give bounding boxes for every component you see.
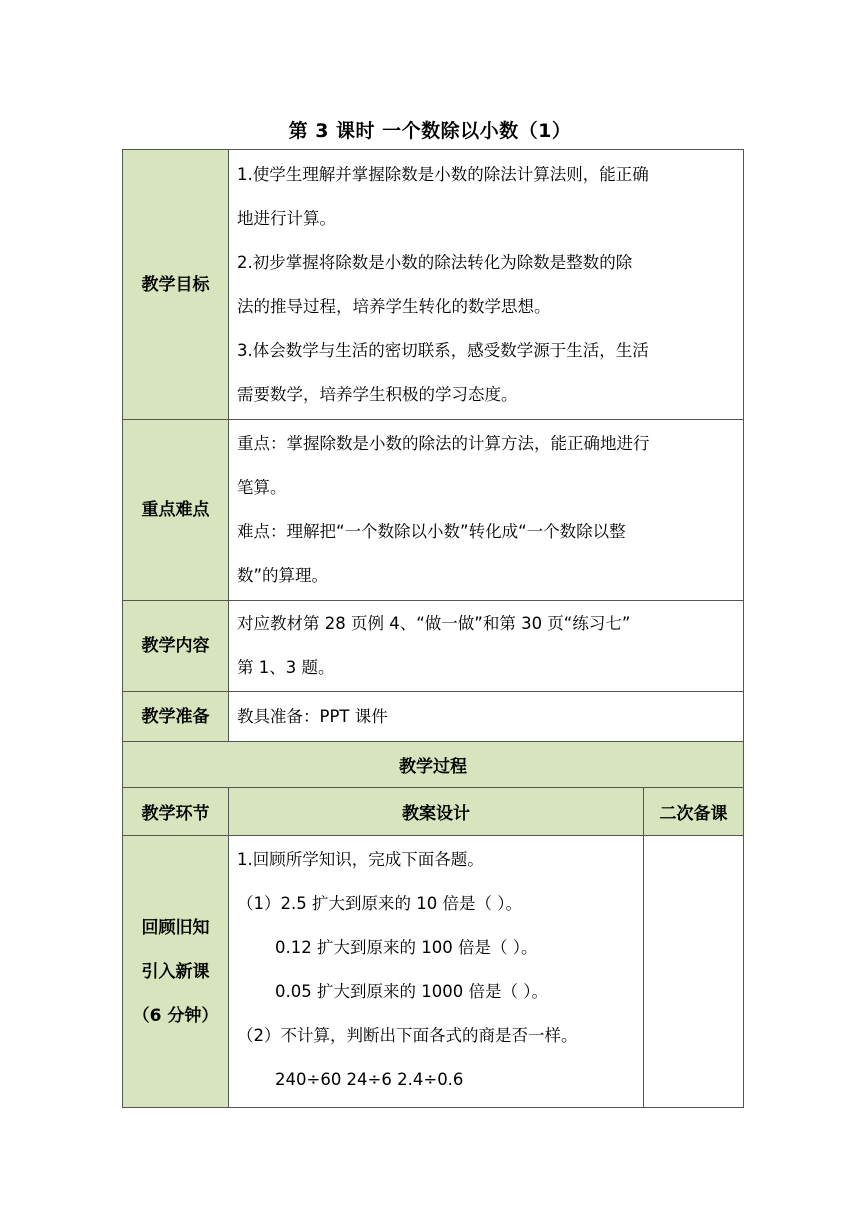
stage1-row <box>123 836 744 1108</box>
goals-line: 需要数学，培养学生积极的学习态度。 <box>237 384 518 404</box>
key-points-line: 难点：理解把“一个数除以小数”转化成“一个数除以整 <box>237 522 626 541</box>
stage1-label: 回顾旧知 引入新课 （6 分钟） <box>123 836 229 1108</box>
preparation-label: 教学准备 <box>123 692 229 742</box>
content-row <box>123 601 744 692</box>
content-line: 对应教材第 28 页例 4、“做一做”和第 30 页“练习七” <box>237 614 631 633</box>
preparation-content: 教具准备：PPT 课件 <box>229 692 744 742</box>
page-title: 第 3 课时 一个数除以小数（1） <box>288 120 572 142</box>
column-notes: 二次备课 <box>644 788 744 836</box>
stage1-line: 0.12 扩大到原来的 100 倍是（ ）。 <box>275 938 538 957</box>
stage1-notes <box>644 836 744 1108</box>
key-points-line: 笔算。 <box>237 478 287 497</box>
goals-row <box>123 150 744 420</box>
stage1-line: 240÷60 24÷6 2.4÷0.6 <box>275 1070 464 1089</box>
goals-line: 3.体会数学与生活的密切联系，感受数学源于生活，生活 <box>237 340 649 360</box>
goals-line: 2.初步掌握将除数是小数的除法转化为除数是整数的除 <box>237 252 633 272</box>
stage1-line: 1.回顾所学知识，完成下面各题。 <box>237 850 484 869</box>
content-content <box>229 601 744 692</box>
goals-line: 地进行计算。 <box>237 208 336 228</box>
goals-label: 教学目标 <box>123 150 229 420</box>
column-stage: 教学环节 <box>123 788 229 836</box>
content-line: 第 1、3 题。 <box>237 658 335 677</box>
key-points-row <box>123 420 744 601</box>
key-points-line: 重点：掌握除数是小数的除法的计算方法，能正确地进行 <box>237 434 650 453</box>
lesson-plan-table <box>122 149 744 1108</box>
goals-line: 1.使学生理解并掌握除数是小数的除法计算法则，能正确 <box>237 164 649 184</box>
column-header-row <box>123 788 744 836</box>
column-design: 教案设计 <box>229 788 644 836</box>
goals-content <box>229 150 744 420</box>
key-points-content <box>229 420 744 601</box>
stage1-line: （2）不计算，判断出下面各式的商是否一样。 <box>237 1026 578 1045</box>
process-header-row <box>123 742 744 788</box>
preparation-row <box>123 692 744 742</box>
goals-line: 法的推导过程，培养学生转化的数学思想。 <box>237 296 551 316</box>
stage1-design <box>229 836 644 1108</box>
process-header: 教学过程 <box>123 742 744 788</box>
stage1-line: 0.05 扩大到原来的 1000 倍是（ ）。 <box>275 982 548 1001</box>
key-points-label: 重点难点 <box>123 420 229 601</box>
content-label: 教学内容 <box>123 601 229 692</box>
stage1-line: （1）2.5 扩大到原来的 10 倍是（ ）。 <box>237 894 522 913</box>
key-points-line: 数”的算理。 <box>237 566 329 585</box>
